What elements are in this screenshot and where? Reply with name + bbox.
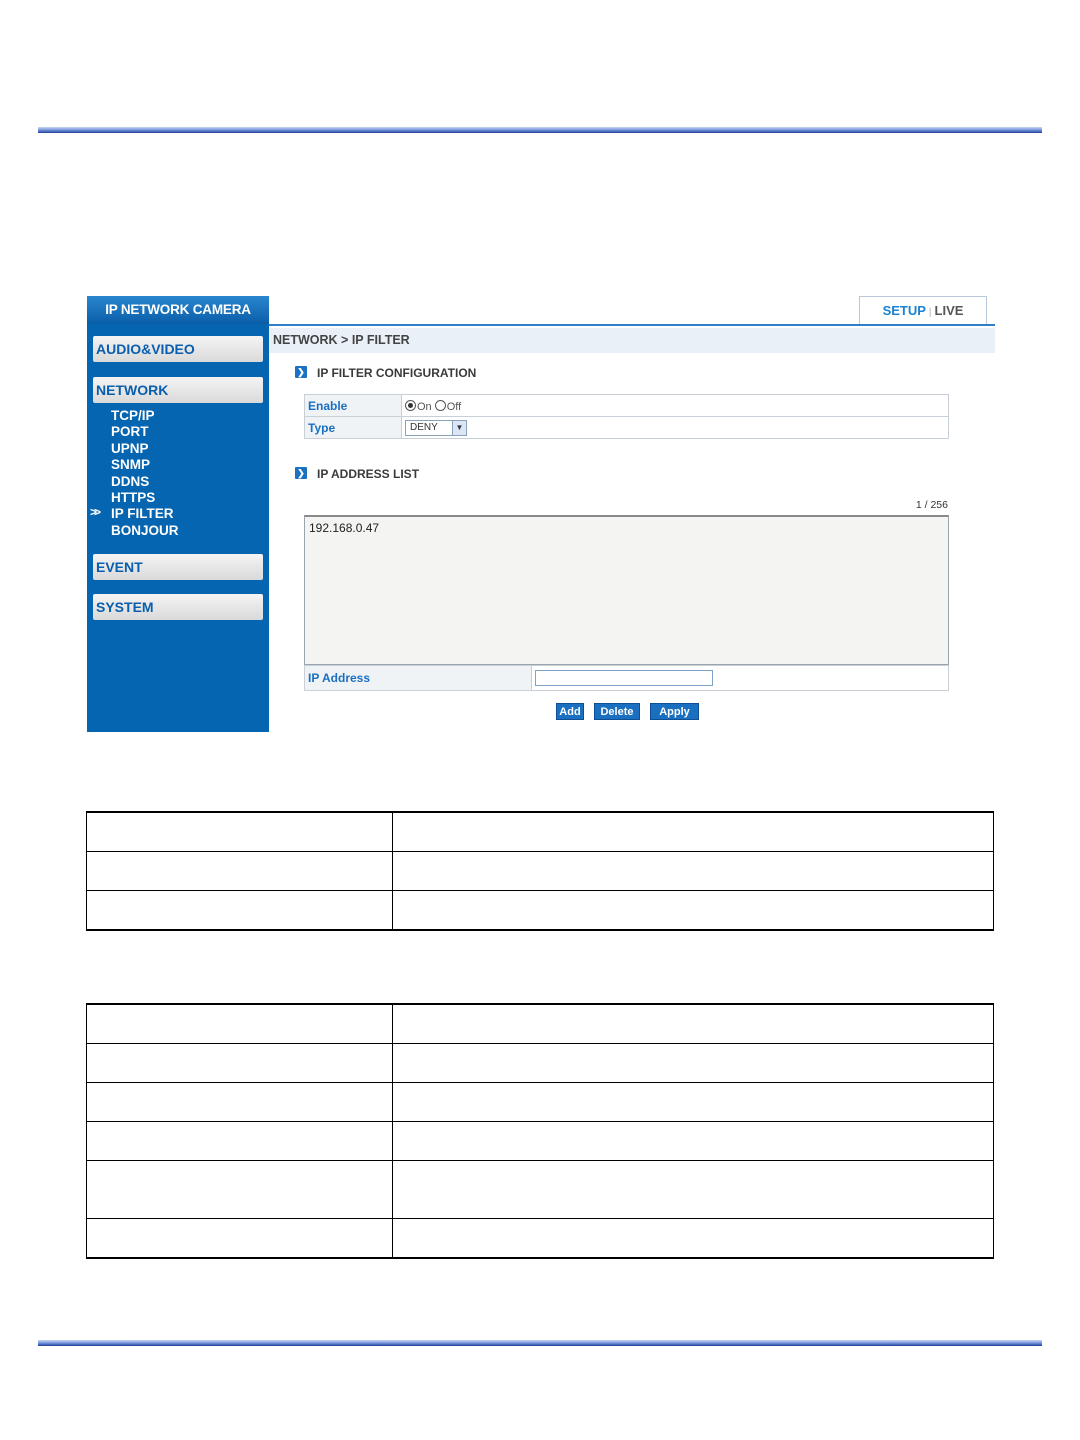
tab-strip-line xyxy=(269,324,995,326)
table-cell xyxy=(393,812,994,852)
type-select-value: DENY xyxy=(410,421,438,433)
ip-address-listbox[interactable] xyxy=(304,515,949,665)
menu-system[interactable]: SYSTEM xyxy=(93,594,263,620)
menu-event[interactable]: EVENT xyxy=(93,554,263,580)
list-item[interactable]: 192.168.0.47 xyxy=(309,521,380,535)
table-cell xyxy=(393,1004,994,1044)
mode-tabs xyxy=(859,296,987,325)
chevron-down-icon: ▼ xyxy=(452,421,466,435)
table-row xyxy=(87,1122,994,1161)
tab-live[interactable]: LIVE xyxy=(934,303,964,318)
header-rule xyxy=(38,127,1042,133)
tab-setup[interactable]: SETUP xyxy=(882,303,926,318)
submenu-item-tcpip[interactable]: TCP/IP xyxy=(111,408,155,423)
table-cell xyxy=(87,1083,393,1122)
type-row xyxy=(305,417,949,439)
ip-address-table xyxy=(304,665,949,691)
submenu-item-snmp[interactable]: SNMP xyxy=(111,457,151,473)
tab-separator: | xyxy=(928,307,932,318)
menu-audio-video[interactable]: AUDIO&VIDEO xyxy=(93,336,263,362)
submenu-item-https[interactable]: HTTPS xyxy=(111,489,156,505)
network-submenu xyxy=(111,408,179,539)
table-cell xyxy=(87,812,393,852)
add-button[interactable]: Add xyxy=(556,703,584,720)
section-title-config: IP FILTER CONFIGURATION xyxy=(317,366,477,380)
submenu-item-port[interactable]: PORT xyxy=(111,424,149,440)
section-header-config xyxy=(295,366,476,382)
type-cell xyxy=(402,417,949,439)
ip-address-input[interactable] xyxy=(535,670,713,686)
footer-rule xyxy=(38,1340,1042,1346)
apply-button[interactable]: Apply xyxy=(650,703,699,720)
table-cell xyxy=(87,1219,393,1259)
table-row xyxy=(87,1083,994,1122)
camera-web-ui-screenshot xyxy=(87,296,995,732)
radio-on[interactable] xyxy=(405,400,416,411)
table-row xyxy=(87,891,994,931)
table-cell xyxy=(393,852,994,891)
enable-options xyxy=(402,395,949,417)
submenu-item-ip-filter[interactable]: IP FILTER xyxy=(111,506,174,522)
config-table xyxy=(304,394,949,439)
table-cell xyxy=(87,1161,393,1219)
section-title-list: IP ADDRESS LIST xyxy=(317,467,420,481)
chevron-right-icon: ❯ xyxy=(295,366,307,378)
doc-table-list xyxy=(86,1003,994,1259)
table-cell xyxy=(393,891,994,931)
type-select[interactable] xyxy=(405,420,467,436)
enable-label: Enable xyxy=(305,395,402,417)
table-cell xyxy=(393,1083,994,1122)
ip-address-label: IP Address xyxy=(305,666,532,691)
table-cell xyxy=(87,891,393,931)
table-cell xyxy=(87,1044,393,1083)
table-row xyxy=(87,1004,994,1044)
section-header-list xyxy=(295,467,419,483)
table-row xyxy=(87,1219,994,1259)
table-row xyxy=(87,1044,994,1083)
chevron-right-icon: ❯ xyxy=(295,467,307,479)
table-row xyxy=(87,1161,994,1219)
submenu-item-upnp[interactable]: UPNP xyxy=(111,440,149,456)
ip-address-row xyxy=(305,666,949,691)
table-cell xyxy=(393,1122,994,1161)
enable-row xyxy=(305,395,949,417)
delete-button[interactable]: Delete xyxy=(594,703,640,720)
double-chevron-right-icon: >> xyxy=(90,505,99,519)
ip-address-cell xyxy=(532,666,949,691)
main-panel xyxy=(269,296,995,732)
doc-table-config xyxy=(86,811,994,931)
breadcrumb: NETWORK > IP FILTER xyxy=(269,328,995,353)
submenu-item-ddns[interactable]: DDNS xyxy=(111,473,150,489)
radio-off[interactable] xyxy=(435,400,446,411)
table-cell xyxy=(393,1161,994,1219)
table-row xyxy=(87,812,994,852)
type-label: Type xyxy=(305,417,402,439)
table-row xyxy=(87,852,994,891)
sidebar xyxy=(87,296,269,732)
brand-title: IP NETWORK CAMERA xyxy=(87,296,269,324)
radio-on-label: On xyxy=(417,400,432,413)
table-cell xyxy=(87,852,393,891)
radio-off-label: Off xyxy=(446,400,462,413)
table-cell xyxy=(87,1004,393,1044)
table-cell xyxy=(393,1219,994,1259)
table-cell xyxy=(87,1122,393,1161)
list-counter: 1 / 256 xyxy=(915,499,948,511)
table-cell xyxy=(393,1044,994,1083)
submenu-item-bonjour[interactable]: BONJOUR xyxy=(111,522,179,538)
menu-network[interactable]: NETWORK xyxy=(93,377,263,403)
